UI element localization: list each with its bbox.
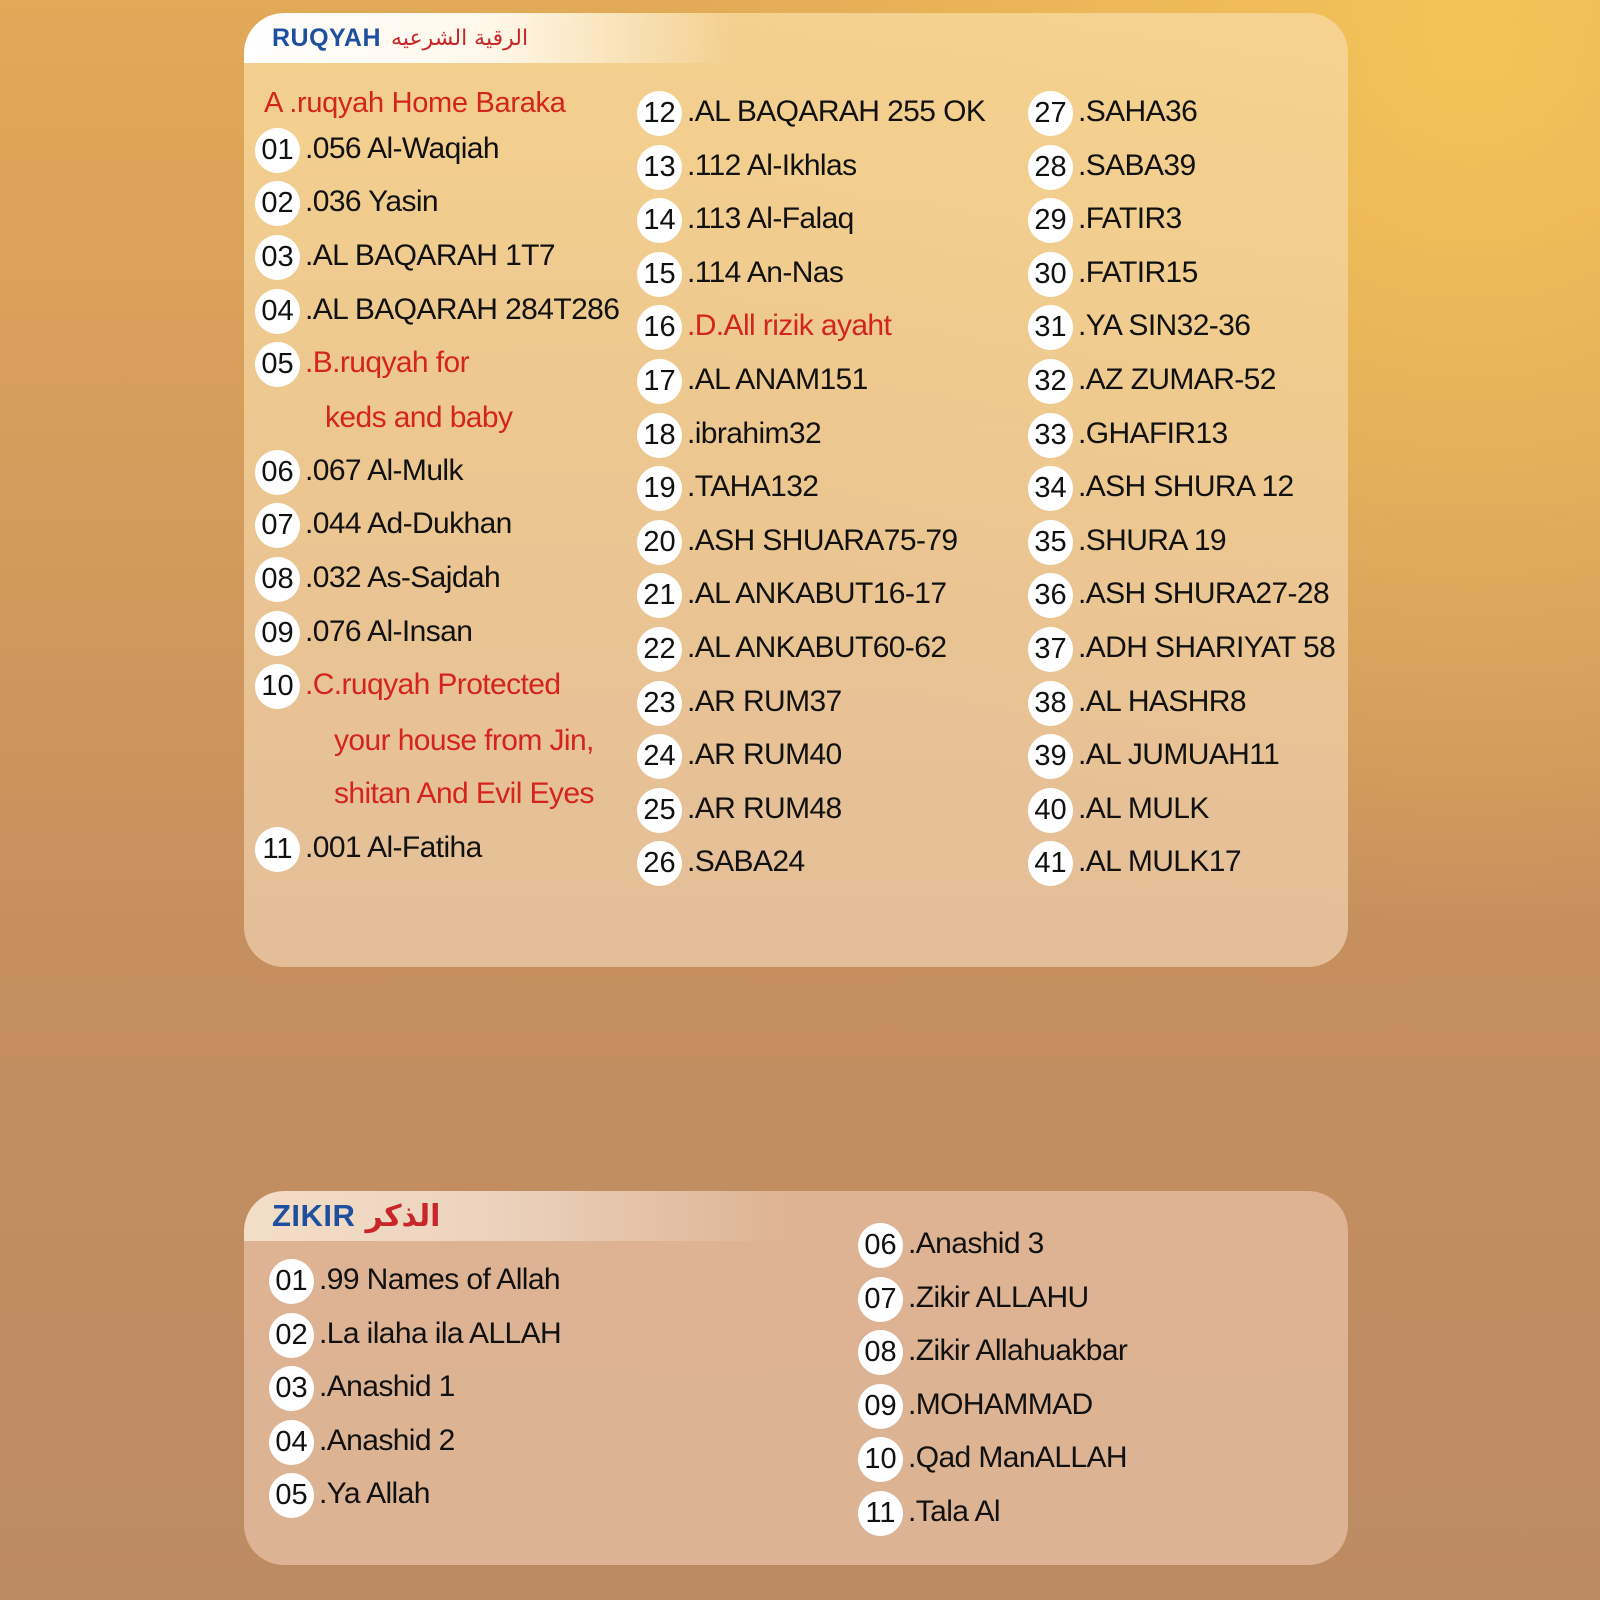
track-number-badge: 41 [1028, 841, 1073, 886]
track-number-badge: 09 [858, 1384, 903, 1429]
ruqyah-tab [244, 13, 732, 63]
track-title: .AL BAQARAH 284T286 [305, 293, 620, 326]
track-title: .AZ ZUMAR-52 [1078, 363, 1276, 396]
track-title: .044 Ad-Dukhan [305, 507, 512, 540]
track-number-badge: 39 [1028, 734, 1073, 779]
track-title: .ASH SHURA 12 [1078, 470, 1294, 503]
track-title: .Ya Allah [319, 1477, 430, 1510]
track-title: .GHAFIR13 [1078, 417, 1228, 450]
track-number-badge: 24 [637, 734, 682, 779]
track-number-badge: 06 [858, 1223, 903, 1268]
track-title: .Zikir Allahuakbar [908, 1334, 1128, 1367]
ruqyah-title-arabic: الرقية الشرعيه [391, 25, 529, 51]
track-number-badge: 20 [637, 520, 682, 565]
track-number-badge: 06 [255, 450, 300, 495]
track-title: .SAHA36 [1078, 95, 1198, 128]
track-title: .036 Yasin [305, 185, 438, 218]
track-number-badge: 08 [255, 557, 300, 602]
track-title: .YA SIN32-36 [1078, 309, 1251, 342]
track-title: .114 An-Nas [687, 256, 844, 289]
track-number-badge: 02 [269, 1313, 314, 1358]
track-number-badge: 03 [269, 1366, 314, 1411]
zikir-tab [244, 1191, 792, 1241]
track-number-badge: 32 [1028, 359, 1073, 404]
track-title: .AL MULK [1078, 792, 1209, 825]
track-number-badge: 38 [1028, 681, 1073, 726]
track-title: .SABA24 [687, 845, 805, 878]
track-title: .Qad ManALLAH [908, 1441, 1127, 1474]
track-title: .B.ruqyah for [305, 346, 469, 379]
track-number-badge: 22 [637, 627, 682, 672]
zikir-title: ZIKIR [272, 1198, 356, 1233]
track-title: .ibrahim32 [687, 417, 822, 450]
track-title: .076 Al-Insan [305, 615, 473, 648]
track-number-badge: 10 [858, 1437, 903, 1482]
track-title: .MOHAMMAD [908, 1388, 1093, 1421]
track-number-badge: 11 [255, 827, 300, 872]
track-number-badge: 21 [637, 573, 682, 618]
track-title: .AL BAQARAH 1T7 [305, 239, 555, 272]
track-number-badge: 34 [1028, 466, 1073, 511]
track-title: .113 Al-Falaq [687, 202, 854, 235]
track-title: .AR RUM37 [687, 685, 842, 718]
track-number-badge: 33 [1028, 413, 1073, 458]
track-number-badge: 01 [269, 1259, 314, 1304]
ruqyah-panel [244, 13, 1348, 967]
track-title: .056 Al-Waqiah [305, 132, 499, 165]
track-number-badge: 30 [1028, 252, 1073, 297]
track-title: .AR RUM48 [687, 792, 842, 825]
track-number-badge: 03 [255, 235, 300, 280]
track-title-continuation: keds and baby [325, 401, 513, 434]
track-number-badge: 37 [1028, 627, 1073, 672]
track-number-badge: 02 [255, 181, 300, 226]
track-title: .AL HASHR8 [1078, 685, 1246, 718]
track-number-badge: 01 [255, 128, 300, 173]
track-number-badge: 07 [858, 1277, 903, 1322]
zikir-title-arabic: الذكر [365, 1198, 441, 1234]
track-title: .Anashid 1 [319, 1370, 455, 1403]
track-title: .ASH SHUARA75-79 [687, 524, 958, 557]
track-title: .AL BAQARAH 255 OK [687, 95, 986, 128]
track-number-badge: 15 [637, 252, 682, 297]
track-title: .067 Al-Mulk [305, 454, 463, 487]
track-number-badge: 10 [255, 664, 300, 709]
ruqyah-section-heading: A .ruqyah Home Baraka [264, 87, 566, 119]
track-number-badge: 12 [637, 91, 682, 136]
track-number-badge: 07 [255, 503, 300, 548]
track-title: .SABA39 [1078, 149, 1196, 182]
track-title: .001 Al-Fatiha [305, 831, 482, 864]
track-number-badge: 29 [1028, 198, 1073, 243]
track-number-badge: 40 [1028, 788, 1073, 833]
track-title: .La ilaha ila ALLAH [319, 1317, 562, 1350]
ruqyah-title: RUQYAH [272, 23, 382, 52]
track-number-badge: 19 [637, 466, 682, 511]
track-number-badge: 04 [269, 1420, 314, 1465]
track-title: .032 As-Sajdah [305, 561, 501, 594]
track-title-continuation: shitan And Evil Eyes [334, 777, 594, 810]
zikir-panel [244, 1191, 1348, 1565]
track-title: .Anashid 3 [908, 1227, 1044, 1260]
track-title: .D.All rizik ayaht [687, 309, 892, 342]
track-title: .C.ruqyah Protected [305, 668, 561, 701]
track-title: .99 Names of Allah [319, 1263, 561, 1296]
track-number-badge: 16 [637, 305, 682, 350]
track-title: .Zikir ALLAHU [908, 1281, 1089, 1314]
track-title-continuation: your house from Jin, [334, 724, 594, 757]
track-number-badge: 36 [1028, 573, 1073, 618]
track-title: .AL ANKABUT16-17 [687, 577, 947, 610]
track-number-badge: 13 [637, 145, 682, 190]
track-title: .FATIR3 [1078, 202, 1182, 235]
track-title: .ASH SHURA27-28 [1078, 577, 1330, 610]
track-title: .Tala Al [908, 1495, 1000, 1528]
track-number-badge: 31 [1028, 305, 1073, 350]
track-title: .TAHA132 [687, 470, 819, 503]
track-number-badge: 26 [637, 841, 682, 886]
track-number-badge: 23 [637, 681, 682, 726]
track-title: .Anashid 2 [319, 1424, 455, 1457]
track-number-badge: 08 [858, 1330, 903, 1375]
track-number-badge: 11 [858, 1491, 903, 1536]
track-title: .112 Al-Ikhlas [687, 149, 857, 182]
track-title: .SHURA 19 [1078, 524, 1226, 557]
track-title: .ADH SHARIYAT 58 [1078, 631, 1336, 664]
track-title: .FATIR15 [1078, 256, 1198, 289]
track-number-badge: 09 [255, 611, 300, 656]
track-number-badge: 18 [637, 413, 682, 458]
track-title: .AL JUMUAH11 [1078, 738, 1280, 771]
track-title: .AR RUM40 [687, 738, 842, 771]
track-number-badge: 25 [637, 788, 682, 833]
track-number-badge: 14 [637, 198, 682, 243]
track-number-badge: 35 [1028, 520, 1073, 565]
track-title: .AL ANAM151 [687, 363, 868, 396]
track-title: .AL ANKABUT60-62 [687, 631, 947, 664]
track-number-badge: 28 [1028, 145, 1073, 190]
track-number-badge: 27 [1028, 91, 1073, 136]
track-number-badge: 05 [255, 342, 300, 387]
track-number-badge: 04 [255, 289, 300, 334]
track-title: .AL MULK17 [1078, 845, 1241, 878]
track-number-badge: 05 [269, 1473, 314, 1518]
track-number-badge: 17 [637, 359, 682, 404]
